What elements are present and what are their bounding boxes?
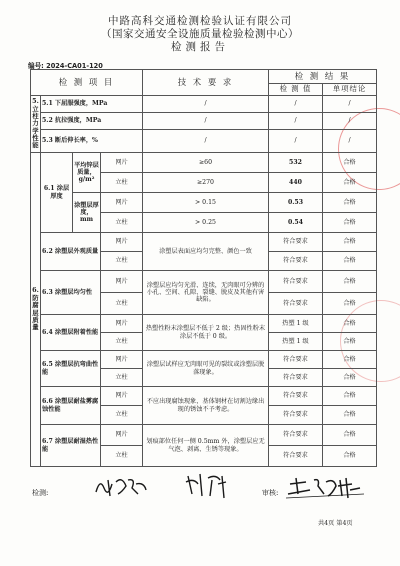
item-label: 5.1 下屈服强度，MPa — [41, 96, 143, 113]
verdict: 合格 — [323, 252, 377, 271]
part-post: 立柱 — [101, 333, 143, 351]
value: 符合要求 — [269, 387, 323, 406]
part-mesh: 网片 — [101, 233, 143, 252]
requirement: > 0.15 — [143, 193, 269, 213]
item-label: 6.7 涂塑层耐湿热性能 — [41, 425, 101, 467]
col-header-item: 检 测 项 目 — [31, 70, 143, 96]
verdict: 合格 — [323, 213, 377, 233]
table-row — [31, 351, 377, 369]
verdict: 合格 — [323, 233, 377, 252]
verdict: 合格 — [323, 333, 377, 351]
requirement: / — [143, 96, 269, 113]
value: 符合要求 — [269, 233, 323, 252]
verdict: 合格 — [323, 173, 377, 193]
value: 符合要求 — [269, 446, 323, 467]
item-label: 6.3 涂塑层均匀性 — [41, 271, 101, 315]
verdict: 合格 — [323, 446, 377, 467]
part-post: 立柱 — [101, 252, 143, 271]
value: 440 — [269, 173, 323, 193]
col-header-value: 检 测 值 — [269, 84, 323, 96]
part-mesh: 网片 — [101, 387, 143, 406]
table-row — [31, 387, 377, 406]
part-mesh: 网片 — [101, 425, 143, 446]
table-row — [31, 271, 377, 293]
verdict: 合格 — [323, 387, 377, 406]
col-header-requirement: 技 术 要 求 — [143, 70, 269, 96]
requirement: 涂塑层应均匀光滑、连续，无肉眼可分辨的小孔、空间、孔隙、裂缝、脱皮及其他有害缺陷。 — [143, 271, 269, 315]
part-mesh: 网片 — [101, 193, 143, 213]
value: 0.53 — [269, 193, 323, 213]
value: 热塑 1 级 — [269, 315, 323, 333]
table-row — [31, 315, 377, 333]
requirement: > 0.25 — [143, 213, 269, 233]
subgroup-coating-label: 涂塑层厚度，mm — [73, 193, 101, 233]
requirement: 涂塑层表面应均匀完整、颜色一致 — [143, 233, 269, 271]
part-post: 立柱 — [101, 369, 143, 387]
value: 符合要求 — [269, 271, 323, 293]
verdict: 合格 — [323, 351, 377, 369]
requirement: / — [143, 130, 269, 153]
part-post: 立柱 — [101, 173, 143, 193]
value: 符合要求 — [269, 351, 323, 369]
item-label: 6.5 涂塑层抗弯曲性能 — [41, 351, 101, 387]
requirement: / — [143, 113, 269, 130]
verdict: 合格 — [323, 271, 377, 293]
value: 符合要求 — [269, 425, 323, 446]
table-row — [31, 425, 377, 446]
value: 符合要求 — [269, 293, 323, 315]
verdict: 合格 — [323, 293, 377, 315]
requirement: ≥60 — [143, 153, 269, 173]
reviewer-signature — [286, 474, 366, 500]
table-row — [31, 96, 377, 113]
section-5-label: 5.立柱力学性能 — [31, 96, 41, 153]
tester-signature — [92, 474, 152, 500]
table-row — [31, 193, 377, 213]
table-row — [31, 113, 377, 130]
value: / — [269, 113, 323, 130]
part-mesh: 网片 — [101, 271, 143, 293]
requirement: 涂塑层试样应无肉眼可见的裂纹或涂塑层脱落现象。 — [143, 351, 269, 387]
part-mesh: 网片 — [101, 153, 143, 173]
requirement: ≥270 — [143, 173, 269, 193]
part-mesh: 网片 — [101, 315, 143, 333]
verdict: 合格 — [323, 315, 377, 333]
verdict: 合格 — [323, 369, 377, 387]
verdict: / — [323, 96, 377, 113]
verdict: 合格 — [323, 193, 377, 213]
table-row — [31, 130, 377, 153]
verdict: 合格 — [323, 406, 377, 425]
tester2-signature — [182, 470, 238, 500]
value: 符合要求 — [269, 252, 323, 271]
inspection-table — [30, 69, 377, 467]
subgroup-zinc-label: 平均锌层质量，g/m² — [73, 153, 101, 193]
table-row — [31, 233, 377, 252]
page-footer: 共4页 第4页 — [318, 520, 353, 527]
value: 热塑 1 级 — [269, 333, 323, 351]
requirement: 热塑性粉末涂塑层不低于 2 级；热固性粉末涂层不低于 0 级。 — [143, 315, 269, 351]
col-header-verdict: 单项结论 — [323, 84, 377, 96]
tested-label: 检测: — [32, 489, 49, 497]
part-post: 立柱 — [101, 446, 143, 467]
doc-title: 检测报告 — [171, 41, 229, 53]
value: 符合要求 — [269, 406, 323, 425]
org-name: 中路高科交通检测检验认证有限公司 — [108, 15, 292, 27]
value: / — [269, 96, 323, 113]
org-subname: （国家交通安全设施质量检验检测中心） — [101, 28, 299, 40]
col-header-result: 检 测 结 果 — [269, 70, 377, 84]
part-post: 立柱 — [101, 406, 143, 425]
verdict: 合格 — [323, 425, 377, 446]
item-label: 6.4 涂塑层附着性能 — [41, 315, 101, 351]
table-row — [31, 153, 377, 173]
item-label: 6.6 涂塑层耐盐雾腐蚀性能 — [41, 387, 101, 425]
group-6-1-label: 6.1 涂层厚度 — [41, 153, 73, 233]
value: 532 — [269, 153, 323, 173]
requirement: 不应出现腐蚀现象，基体钢材在切割边缘出现的锈蚀不予考虑。 — [143, 387, 269, 425]
report-number: 编号: 2024-CA01-120 — [28, 62, 103, 70]
item-label: 6.2 涂塑层外观质量 — [41, 233, 101, 271]
value: / — [269, 130, 323, 153]
item-label: 5.3 断后伸长率，% — [41, 130, 143, 153]
value: 符合要求 — [269, 369, 323, 387]
verdict: / — [323, 113, 377, 130]
value: 0.54 — [269, 213, 323, 233]
review-label: 审核: — [262, 489, 279, 497]
part-mesh: 网片 — [101, 351, 143, 369]
section-6-label: 6.防腐层质量 — [31, 153, 41, 467]
requirement: 划痕部位任何一侧 0.5mm 外，涂塑层应无气泡、剥离、生锈等现象。 — [143, 425, 269, 467]
verdict: 合格 — [323, 153, 377, 173]
verdict: / — [323, 130, 377, 153]
item-label: 5.2 抗拉强度，MPa — [41, 113, 143, 130]
part-post: 立柱 — [101, 213, 143, 233]
part-post: 立柱 — [101, 293, 143, 315]
